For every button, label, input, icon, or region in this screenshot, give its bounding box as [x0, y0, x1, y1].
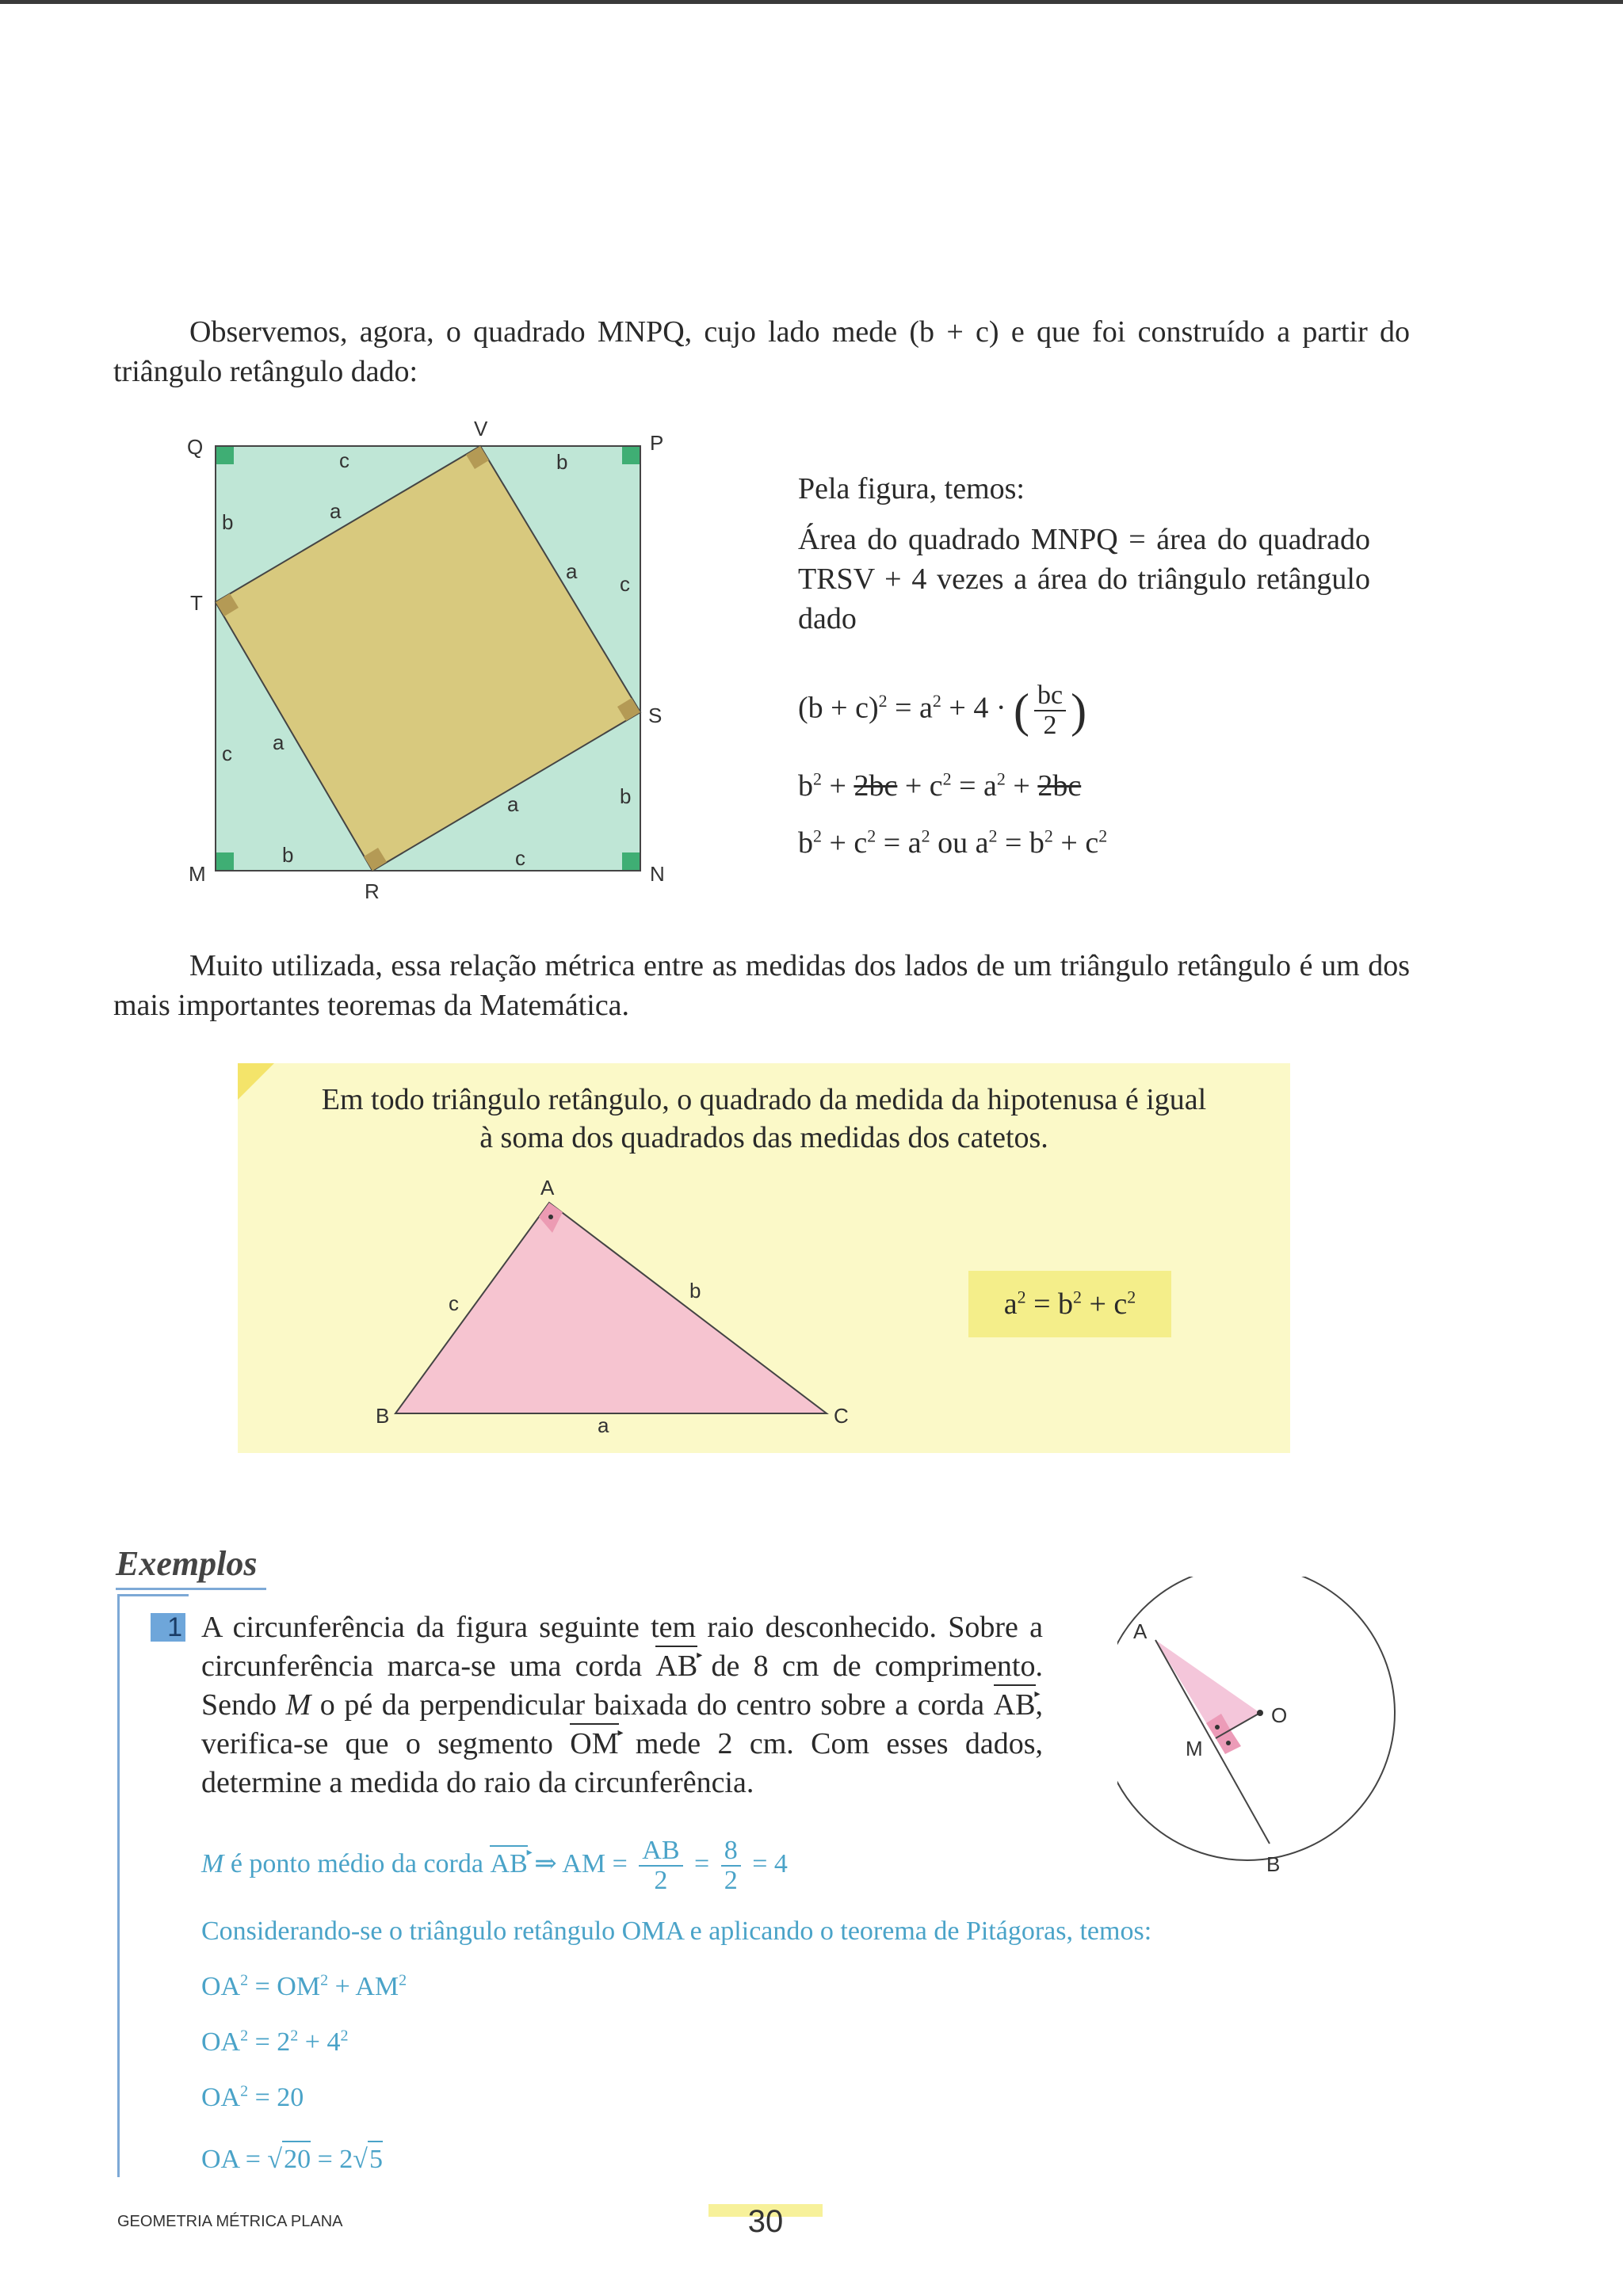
equation-3: $b^2 + c^2 = a^2$ ou $a^2 = b^2 + c^2$	[798, 826, 1108, 860]
right-angle-dot	[1215, 1725, 1220, 1730]
page-number: 30	[747, 2204, 784, 2239]
side-label: c	[222, 742, 232, 765]
side-b-label: b	[689, 1279, 701, 1302]
relation-paragraph: Muito utilizada, essa relação métrica entre as medidas dos lados de um triângulo retângulo é um dos mais importantes teoremas da Matemática.	[113, 949, 1410, 1022]
vertex-n: N	[650, 862, 665, 886]
side-label: c	[339, 448, 349, 472]
vertex-t: T	[190, 591, 203, 615]
hypotenuse-label: a	[330, 499, 342, 523]
theorem-line-1: Em todo triângulo retângulo, o quadrado da medida da hipotenusa é igual	[321, 1083, 1207, 1116]
examples-underline	[116, 1588, 266, 1590]
chord-ab: AB ▸	[655, 1647, 697, 1686]
equation-2: $b^2 + 2bc + c^2 = a^2 + 2bc$	[798, 769, 1082, 803]
vertex-q: Q	[187, 435, 204, 459]
explanation-text: Área do quadrado MNPQ = área do quadrado TRSV + 4 vezes a área do triângulo retângulo dado	[798, 523, 1370, 635]
right-angle-marker	[622, 447, 640, 464]
segment-om: OM ▸	[570, 1725, 618, 1764]
footer-book-title: GEOMETRIA MÉTRICA PLANA	[117, 2213, 343, 2230]
example-top-rule	[117, 1594, 189, 1596]
right-angle-marker	[216, 447, 234, 464]
equation-1: $(b + c)^2 = a^2 + 4$ · ( $\frac{bc}{2}$ )	[798, 681, 1087, 740]
hypotenuse-label: a	[507, 792, 519, 816]
right-angle-dot	[548, 1215, 553, 1219]
right-angle-marker	[622, 852, 640, 870]
hypotenuse-label: a	[273, 730, 285, 754]
chord-ab: AB ▸	[994, 1686, 1036, 1725]
circle	[1117, 1577, 1395, 1860]
right-angle-dot	[1226, 1741, 1231, 1745]
point-m: M	[1186, 1737, 1203, 1760]
hypotenuse-label: a	[566, 559, 578, 583]
intro-paragraph: Observemos, agora, o quadrado MNPQ, cujo lado mede (b + c) e que foi construído a partir do triângulo retângulo dado:	[113, 315, 1410, 388]
square-mnpq-figure	[182, 412, 674, 903]
vertex-c: C	[834, 1404, 849, 1428]
solution-line-6: OA = √20 = 2√5	[201, 2141, 383, 2177]
vertex-b: B	[376, 1404, 390, 1428]
example-number-badge: 1	[151, 1613, 185, 1642]
side-label: b	[620, 784, 632, 808]
center-point	[1257, 1710, 1263, 1716]
vertex-p: P	[650, 431, 664, 455]
solution-line-5: $OA^2 = 20$	[201, 2082, 304, 2112]
side-label: b	[222, 510, 234, 534]
vertex-m: M	[189, 862, 206, 886]
side-label: b	[282, 843, 294, 867]
vertex-r: R	[365, 879, 380, 903]
vertex-v: V	[474, 417, 488, 441]
side-label: b	[556, 450, 568, 474]
circle-figure	[1117, 1577, 1403, 1886]
explanation-heading: Pela figura, temos:	[798, 472, 1025, 505]
example-problem: A circunferência da figura seguinte tem raio desconhecido. Sobre a circunferência marca-se uma corda AB ▸ de 8 cm de comprimento. Sendo M o pé da perpendicular baixada do centro sobre a corda AB ▸, verifica-se que o segmento OM ▸ mede 2 cm. Com esses dados, determine a medida do raio da circunferência.	[201, 1608, 1043, 1802]
example-side-rule	[117, 1594, 120, 2177]
top-rule	[0, 0, 1623, 4]
pythagoras-formula: $a^2 = b^2 + c^2$	[968, 1271, 1171, 1337]
vertex-s: S	[648, 704, 663, 727]
point-o: O	[1271, 1703, 1288, 1727]
point-a: A	[1133, 1619, 1148, 1643]
right-triangle-figure	[365, 1165, 872, 1442]
side-a-label: a	[598, 1413, 609, 1437]
solution-line-3: $OA^2 = OM^2 + AM^2$	[201, 1971, 407, 2001]
theorem-statement	[262, 1081, 1266, 1157]
side-label: c	[620, 572, 630, 596]
point-b: B	[1266, 1852, 1281, 1876]
vertex-a: A	[540, 1176, 555, 1199]
side-c-label: c	[449, 1291, 459, 1315]
right-angle-marker	[216, 852, 234, 870]
solution-line-4: $OA^2 = 2^2 + 4^2$	[201, 2027, 349, 2057]
solution-line-2: Considerando-se o triângulo retângulo OMA e aplicando o teorema de Pitágoras, temos:	[201, 1917, 1152, 1946]
examples-heading: Exemplos	[116, 1544, 258, 1583]
solution-line-1: M é ponto médio da corda AB ▸ ⇒ AM = $\frac{AB}{2}$ = $\frac{8}{2}$ = 4	[201, 1836, 788, 1895]
triangle-abc	[395, 1203, 827, 1413]
theorem-line-2: à soma dos quadrados das medidas dos catetos.	[479, 1121, 1048, 1154]
side-label: c	[515, 846, 525, 870]
